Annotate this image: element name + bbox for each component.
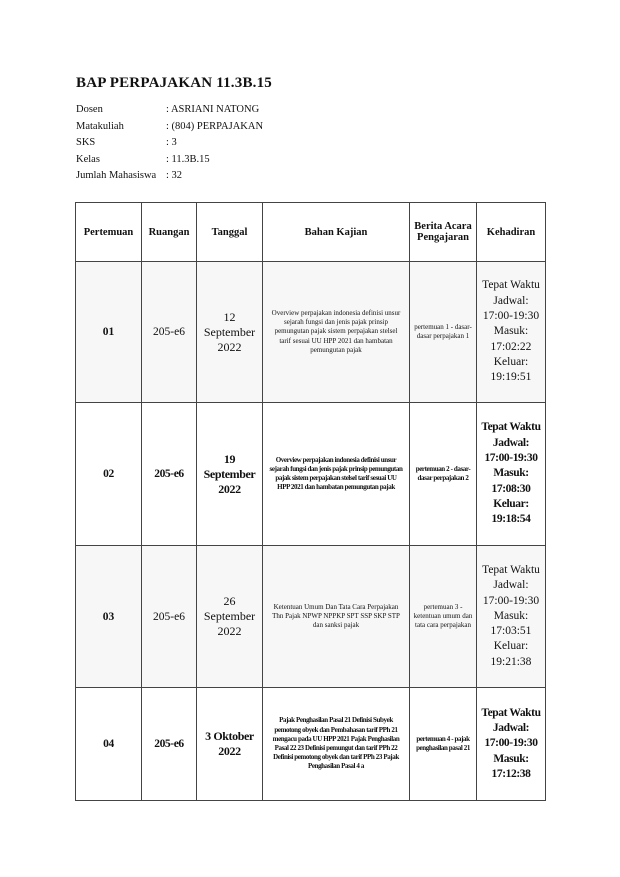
- info-label: Matakuliah: [76, 120, 124, 132]
- cell-pertemuan: 01: [76, 262, 142, 403]
- table-row: [76, 262, 546, 403]
- header-kehadiran: Kehadiran: [477, 203, 546, 262]
- cell-tanggal: 12 September 2022: [197, 262, 263, 403]
- info-row-kelas: [76, 154, 263, 171]
- cell-ruangan: 205-e6: [142, 688, 197, 801]
- header-ruangan: Ruangan: [142, 203, 197, 262]
- header-bahan-kajian: Bahan Kajian: [263, 203, 410, 262]
- info-label: Kelas: [76, 153, 100, 165]
- document-title: BAP PERPAJAKAN 11.3B.15: [76, 75, 272, 91]
- info-row-matakuliah: [76, 121, 263, 138]
- table-row: [76, 546, 546, 688]
- info-value: : (804) PERPAJAKAN: [166, 120, 264, 132]
- cell-berita-acara: pertemuan 1 - dasar-dasar perpajakan 1: [410, 262, 477, 403]
- info-row-jumlah-mahasiswa: [76, 170, 263, 187]
- info-value: : ASRIANI NATONG: [166, 104, 260, 115]
- cell-bahan-kajian: Overview perpajakan indonesia definisi unsur sejarah fungsi dan jenis pajak prinsip pemungutan pajak sistem perpajakan stelsel tarif sesuai UU HPP 2021 dan hambatan pemungutan pajak: [263, 262, 410, 403]
- info-label: SKS: [76, 137, 96, 148]
- info-value: : 3: [166, 137, 177, 148]
- attendance-table: [75, 202, 546, 801]
- info-row-dosen: [76, 104, 263, 121]
- info-value: : 32: [166, 170, 183, 181]
- cell-berita-acara: pertemuan 2 - dasar-dasar perpajakan 2: [410, 403, 477, 546]
- header-pertemuan: Pertemuan: [76, 203, 142, 262]
- cell-kehadiran: Tepat Waktu Jadwal: 17:00-19:30 Masuk: 17:12:38: [477, 688, 546, 801]
- cell-pertemuan: 04: [76, 688, 142, 801]
- cell-kehadiran: Tepat Waktu Jadwal: 17:00-19:30 Masuk: 17:02:22 Keluar: 19:19:51: [477, 262, 546, 403]
- info-label: Dosen: [76, 104, 103, 115]
- course-info: [76, 104, 263, 187]
- table-row: [76, 403, 546, 546]
- header-tanggal: Tanggal: [197, 203, 263, 262]
- table-header-row: [76, 203, 546, 262]
- cell-kehadiran: Tepat Waktu Jadwal: 17:00-19:30 Masuk: 17:08:30 Keluar: 19:18:54: [477, 403, 546, 546]
- cell-ruangan: 205-e6: [142, 403, 197, 546]
- cell-bahan-kajian: Pajak Penghasilan Pasal 21 Definisi Subyek pemotong obyek dan Pembahasan tarif PPh 21 mengacu pada UU HPP 2021 Pajak Penghasilan Pasal 22 23 Definisi pemungut dan tarif PPh 22 Definisi pemotong obyek dan tarif PPh 23 Pajak Penghasilan Pasal 4 a: [263, 688, 410, 801]
- cell-kehadiran: Tepat Waktu Jadwal: 17:00-19:30 Masuk: 17:03:51 Keluar: 19:21:38: [477, 546, 546, 688]
- cell-tanggal: 3 Oktober 2022: [197, 688, 263, 801]
- cell-bahan-kajian: Overview perpajakan indonesia definisi unsur sejarah fungsi dan jenis pajak prinsip pemungutan pajak sistem perpajakan stelsel tarif sesuai UU HPP 2021 dan hambatan pemungutan pajak: [263, 403, 410, 546]
- cell-berita-acara: pertemuan 3 - ketentuan umum dan tata cara perpajakan: [410, 546, 477, 688]
- table-row: [76, 688, 546, 801]
- cell-bahan-kajian: Ketentuan Umum Dan Tata Cara Perpajakan Thn Pajak NPWP NPPKP SPT SSP SKP STP dan sanksi pajak: [263, 546, 410, 688]
- cell-ruangan: 205-e6: [142, 262, 197, 403]
- cell-pertemuan: 03: [76, 546, 142, 688]
- cell-ruangan: 205-e6: [142, 546, 197, 688]
- info-row-sks: [76, 137, 263, 154]
- header-berita-acara: Berita Acara Pengajaran: [410, 203, 477, 262]
- info-value: : 11.3B.15: [166, 153, 210, 165]
- cell-berita-acara: pertemuan 4 - pajak penghasilan pasal 21: [410, 688, 477, 801]
- cell-pertemuan: 02: [76, 403, 142, 546]
- cell-tanggal: 26 September 2022: [197, 546, 263, 688]
- info-label: Jumlah Mahasiswa: [76, 170, 157, 181]
- cell-tanggal: 19 September 2022: [197, 403, 263, 546]
